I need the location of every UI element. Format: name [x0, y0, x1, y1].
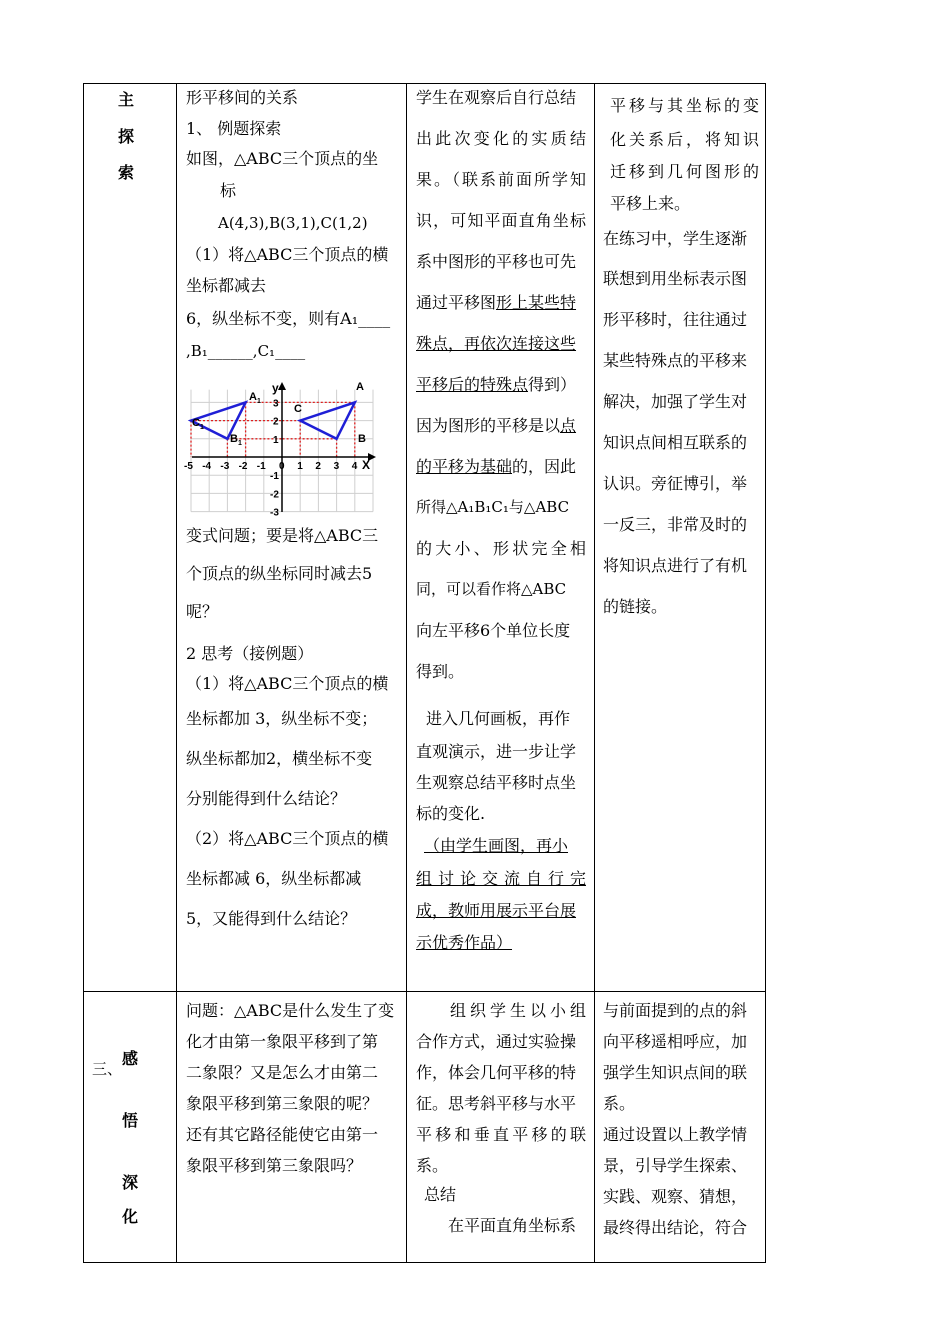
text-line: 个顶点的纵坐标同时减去5 — [186, 564, 373, 583]
text-line: 与前面提到的点的斜 — [603, 1001, 748, 1020]
x-tick-label: -2 — [238, 461, 248, 472]
text-line: 学生在观察后自行总结 — [416, 88, 577, 107]
text-line: 还有其它路径能使它由第一 — [186, 1125, 379, 1144]
table-divider-3 — [594, 83, 595, 1263]
text-line: 强学生知识点间的联 — [603, 1063, 748, 1082]
text-line: 解决，加强了学生对 — [603, 392, 748, 411]
stage-char: 主 — [118, 90, 135, 109]
row1-content-column — [186, 77, 400, 366]
stage-char: 深 — [122, 1173, 139, 1192]
point-label-B: B — [358, 433, 366, 445]
x-tick-label: 4 — [351, 461, 358, 472]
text-line: 通过设置以上教学情 — [603, 1125, 748, 1144]
stage-char: 探 — [118, 127, 135, 146]
text-line: 的链接。 — [603, 597, 668, 616]
point-label-C: C — [294, 403, 302, 415]
text-line: ,B₁______,C₁____ — [186, 342, 306, 360]
text-line: 平移与其坐标的变 — [610, 96, 759, 115]
text-line: （1）将△ABC三个顶点的横 — [186, 674, 389, 693]
coordinate-figure — [184, 378, 376, 519]
text-line: 识，可知平面直角坐标 — [416, 211, 586, 230]
text-line: 系中图形的平移也可先 — [416, 252, 577, 271]
text-line: 合作方式，通过实验操 — [416, 1032, 577, 1051]
point-label-A: A — [356, 381, 364, 393]
text-line: 联想到用坐标表示图 — [603, 269, 748, 288]
text-line: 示优秀作品） — [416, 933, 513, 952]
text-line: 呢？ — [186, 602, 219, 621]
table-border-left — [83, 83, 84, 1263]
stage-prefix: 三、 — [92, 1060, 123, 1078]
text-line: 的大小、形状完全相 — [416, 539, 586, 558]
text-line: 生观察总结平移时点坐 — [416, 773, 577, 792]
text-line: 象限平移到第三象限的呢？ — [186, 1094, 379, 1113]
text-line: 认识。旁征博引，举 — [603, 474, 748, 493]
text-line: 一反三，非常及时的 — [603, 515, 748, 534]
text-line: 标 — [220, 181, 237, 200]
text-line: 迁移到几何图形的 — [610, 162, 759, 181]
text-line: 问题：△ABC是什么发生了变 — [186, 1001, 395, 1020]
x-tick-label: -3 — [220, 461, 230, 472]
y-axis-label: y — [272, 381, 279, 395]
y-tick-label: 2 — [273, 416, 279, 428]
point-label-C1: $C_1$ — [192, 417, 204, 431]
text-line: 化关系后，将知识 — [610, 130, 759, 149]
stage-char: 索 — [118, 163, 135, 182]
text-line: 坐标都减 6，纵坐标都减 — [186, 869, 362, 888]
text-line: 因为图形的平移是以点 — [416, 416, 577, 435]
text-line: 5，又能得到什么结论？ — [186, 909, 357, 928]
row2-intent-column — [603, 995, 761, 1243]
x-tick-label: 1 — [297, 461, 303, 472]
x-tick-label: -1 — [256, 461, 266, 472]
text-line: 的平移为基础的，因此 — [416, 457, 577, 476]
text-line: 6，纵坐标不变，则有A₁____ — [186, 309, 391, 328]
text-line: 在平面直角坐标系 — [448, 1216, 577, 1235]
x-tick-label: 0 — [279, 461, 285, 472]
table-row-divider — [83, 991, 766, 992]
y-tick-label: 1 — [273, 434, 279, 446]
text-line: 二象限？又是怎么才由第二 — [186, 1063, 379, 1082]
text-line: 组织学生以小组 — [450, 1001, 586, 1020]
y-axis-arrow — [278, 382, 286, 390]
text-line: 形平移时，往往通过 — [603, 310, 748, 329]
text-line: 如图，△ABC三个顶点的坐 — [186, 149, 379, 168]
x-tick-label: -5 — [184, 461, 193, 472]
table-divider-1 — [176, 83, 177, 1263]
text-line: 得到。 — [416, 662, 465, 681]
text-line: 平移上来。 — [610, 194, 691, 213]
text-line: （1）将△ABC三个顶点的横 — [186, 245, 389, 264]
x-tick-label: 3 — [333, 461, 340, 472]
text-line: 标的变化. — [416, 804, 486, 823]
x-axis-label: X — [362, 458, 371, 472]
text-line: 化才由第一象限平移到了第 — [186, 1032, 379, 1051]
text-line: 通过平移图形上某些特 — [416, 293, 577, 312]
table-border-bottom — [83, 1262, 766, 1263]
text-line: 成，教师用展示平台展 — [416, 901, 577, 920]
text-line: 景，引导学生探索、 — [603, 1156, 748, 1175]
y-tick-label: -1 — [270, 471, 279, 483]
text-line: 平移后的特殊点得到） — [416, 375, 577, 394]
text-line: 纵坐标都加2，横坐标不变 — [186, 749, 373, 768]
row2-activity-column — [416, 995, 586, 1244]
table-border-right — [765, 83, 766, 1263]
row2-content-column — [186, 995, 402, 1181]
text-line: 坐标都加 3，纵坐标不变； — [186, 709, 378, 728]
x-tick-label: 2 — [315, 461, 321, 472]
text-line: 向平移遥相呼应，加 — [603, 1032, 748, 1051]
text-line: （由学生画图，再小 — [424, 836, 569, 855]
table-divider-2 — [406, 83, 407, 1263]
text-line: 象限平移到第三象限吗？ — [186, 1156, 363, 1175]
stage-char: 悟 — [122, 1111, 139, 1130]
section-heading: 形平移间的关系 — [186, 88, 299, 107]
point-label-B1: $B_1$ — [230, 433, 242, 447]
text-line: 分别能得到什么结论？ — [186, 789, 347, 808]
text-line: 知识点间相互联系的 — [603, 433, 748, 452]
y-tick-label: 3 — [273, 398, 279, 410]
example-label: 1、 例题探索 — [186, 119, 282, 138]
text-line: 系。 — [603, 1094, 636, 1113]
y-tick-label: -2 — [270, 489, 279, 501]
text-line: 征。思考斜平移与水平 — [416, 1094, 577, 1113]
text-line: 实践、观察、猜想， — [603, 1187, 748, 1206]
y-tick-label: -3 — [270, 507, 279, 519]
stage-char: 化 — [122, 1207, 139, 1226]
row1-content-column-lower — [186, 517, 400, 939]
text-line: 进入几何画板，再作 — [426, 709, 571, 728]
text-line: （2）将△ABC三个顶点的横 — [186, 829, 389, 848]
text-line: 组讨论交流自行完 — [416, 869, 586, 888]
text-line: 变式问题；要是将△ABC三 — [186, 526, 379, 545]
text-line: 同，可以看作将△ABC — [416, 580, 567, 598]
text-line: 在练习中，学生逐渐 — [603, 229, 748, 248]
text-line: 最终得出结论，符合 — [603, 1218, 748, 1237]
x-tick-label: -4 — [202, 461, 212, 472]
text-line: 向左平移6个单位长度 — [416, 621, 571, 640]
text-line: 所得△A₁B₁C₁与△ABC — [416, 498, 570, 516]
row1-intent-column — [603, 88, 759, 627]
text-line: 系。 — [416, 1156, 449, 1175]
point-label-A1: $A_1$ — [249, 391, 261, 405]
text-line: 作，体会几何平移的特 — [416, 1063, 577, 1082]
text-line: 坐标都减去 — [186, 276, 267, 295]
text-line: 直观演示，进一步让学 — [416, 742, 577, 761]
text-line: 出此次变化的实质结 — [416, 129, 586, 148]
text-line: 2 思考（接例题） — [186, 644, 314, 663]
text-line: 平移和垂直平移的联 — [416, 1125, 586, 1144]
row1-activity-column — [416, 77, 586, 959]
vertex-coordinates: A(4,3),B(3,1),C(1,2) — [218, 214, 368, 232]
text-line: 果。（联系前面所学知 — [416, 170, 586, 189]
text-line: 殊点，再依次连接这些 — [416, 334, 577, 353]
stage-char: 感 — [122, 1049, 139, 1068]
text-line: 将知识点进行了有机 — [603, 556, 748, 575]
text-line: 总结 — [424, 1185, 457, 1204]
text-line: 某些特殊点的平移来 — [603, 351, 748, 370]
